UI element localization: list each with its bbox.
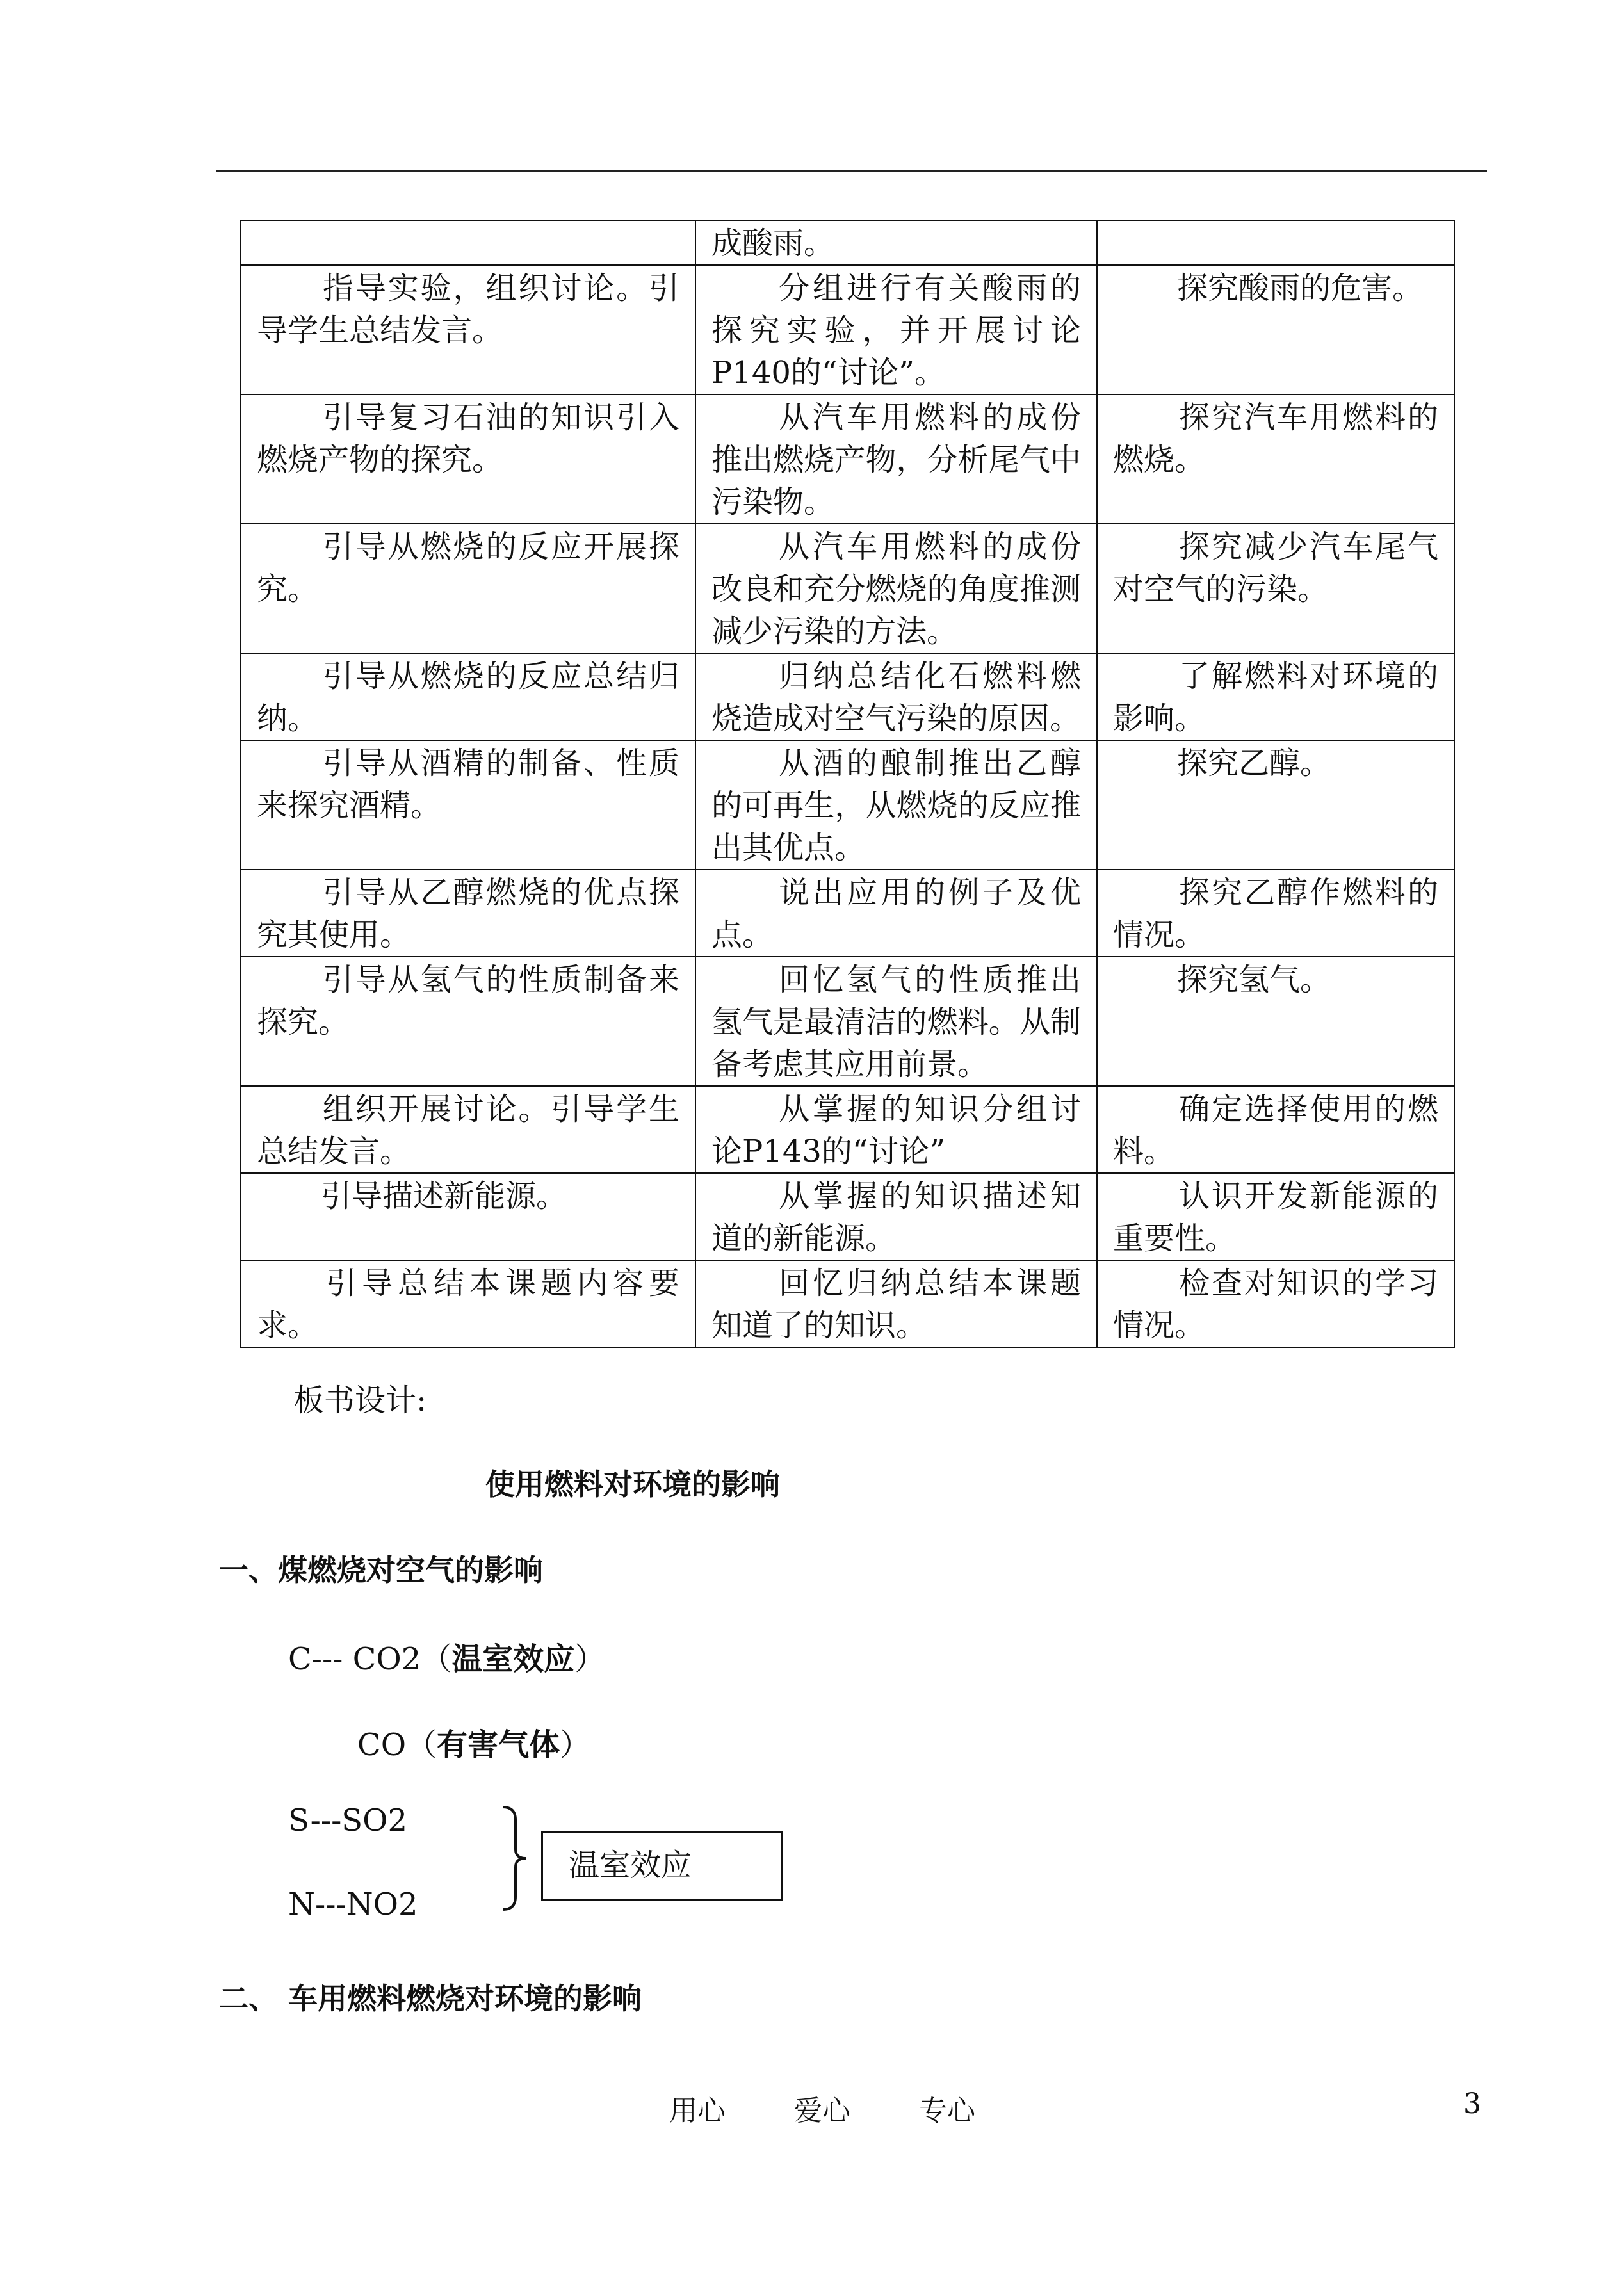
- table-cell-text: 从掌握的知识描述知道的新能源。: [711, 1178, 1081, 1256]
- table-cell-text: 引导从酒精的制备、性质来探究酒精。: [257, 745, 679, 823]
- table-row: [241, 653, 1454, 740]
- table-cell-6-0: [241, 870, 695, 957]
- table-cell-5-0: [241, 740, 695, 870]
- table-cell-text: 检查对知识的学习情况。: [1113, 1265, 1438, 1343]
- table-cell-10-2: [1097, 1260, 1454, 1347]
- table-row: [241, 957, 1454, 1086]
- table-cell-text: 探究乙醇。: [1177, 745, 1331, 781]
- table-cell-text: 引导从乙醇燃烧的优点探究其使用。: [257, 875, 679, 953]
- table-cell-text: 了解燃料对环境的影响。: [1113, 658, 1438, 736]
- right-brace: [496, 1804, 535, 1912]
- table-cell-7-2: [1097, 957, 1454, 1086]
- section-heading-1: 一、煤燃烧对空气的影响: [219, 1553, 543, 1587]
- table-cell-text: 探究乙醇作燃料的情况。: [1113, 875, 1438, 953]
- table-cell-text: 组织开展讨论。引导学生总结发言。: [257, 1091, 679, 1169]
- table-cell-0-2: [1097, 220, 1454, 265]
- table-cell-text: 回忆归纳总结本课题知道了的知识。: [711, 1265, 1081, 1343]
- formula-sulfur: S---SO2: [288, 1803, 408, 1838]
- footer-word-1: 用心: [669, 2095, 726, 2127]
- table-cell-text: 归纳总结化石燃料燃烧造成对空气污染的原因。: [711, 658, 1081, 736]
- header-rule: [216, 170, 1487, 172]
- board-design-label: 板书设计:: [293, 1383, 427, 1418]
- table-cell-9-2: [1097, 1173, 1454, 1260]
- table-cell-text: 认识开发新能源的重要性。: [1113, 1178, 1438, 1256]
- table-cell-3-1: [695, 524, 1097, 653]
- lesson-table: [240, 220, 1455, 1348]
- table-cell-text: 引导从燃烧的反应开展探究。: [257, 529, 679, 607]
- table-cell-6-2: [1097, 870, 1454, 957]
- table-cell-text: 引导描述新能源。: [321, 1178, 567, 1214]
- table-cell-text: 从掌握的知识分组讨论P143的“讨论”: [711, 1091, 1081, 1169]
- table-cell-1-0: [241, 265, 695, 394]
- table-cell-text: 引导总结本课题内容要求。: [257, 1265, 679, 1343]
- table-row: [241, 1086, 1454, 1173]
- table-row: [241, 524, 1454, 653]
- formula-co: CO（有害气体）: [357, 1727, 591, 1763]
- table-row: [241, 1173, 1454, 1260]
- table-cell-4-0: [241, 653, 695, 740]
- table-row: [241, 265, 1454, 394]
- table-cell-2-0: [241, 394, 695, 524]
- table-cell-text: 分组进行有关酸雨的探究实验，并开展讨论P140的“讨论”。: [711, 270, 1081, 391]
- table-cell-8-0: [241, 1086, 695, 1173]
- table-cell-1-1: [695, 265, 1097, 394]
- table-cell-text: 回忆氢气的性质推出氢气是最清洁的燃料。从制备考虑其应用前景。: [711, 962, 1081, 1082]
- table-row: [241, 870, 1454, 957]
- table-cell-text: 引导复习石油的知识引入燃烧产物的探究。: [257, 400, 679, 478]
- table-cell-1-2: [1097, 265, 1454, 394]
- table-cell-6-1: [695, 870, 1097, 957]
- table-cell-text: 从汽车用燃料的成份改良和充分燃烧的角度推测减少污染的方法。: [711, 529, 1081, 649]
- table-cell-9-0: [241, 1173, 695, 1260]
- table-cell-8-2: [1097, 1086, 1454, 1173]
- table-cell-2-2: [1097, 394, 1454, 524]
- table-cell-2-1: [695, 394, 1097, 524]
- table-cell-text: 探究减少汽车尾气对空气的污染。: [1113, 529, 1438, 607]
- table-cell-3-0: [241, 524, 695, 653]
- table-cell-10-1: [695, 1260, 1097, 1347]
- table-cell-text: 探究汽车用燃料的燃烧。: [1113, 400, 1438, 478]
- table-cell-text: 从汽车用燃料的成份推出燃烧产物，分析尾气中污染物。: [711, 400, 1081, 520]
- table-cell-text: 探究氢气。: [1177, 962, 1331, 998]
- table-cell-5-2: [1097, 740, 1454, 870]
- table-cell-7-0: [241, 957, 695, 1086]
- table-cell-4-1: [695, 653, 1097, 740]
- table-cell-7-1: [695, 957, 1097, 1086]
- table-cell-text: 成酸雨。: [711, 225, 835, 261]
- table-cell-5-1: [695, 740, 1097, 870]
- table-cell-text: 引导从氢气的性质制备来探究。: [257, 962, 679, 1040]
- table-cell-8-1: [695, 1086, 1097, 1173]
- formula-carbon: C--- CO2（温室效应）: [288, 1641, 606, 1677]
- table-cell-text: 探究酸雨的危害。: [1177, 270, 1424, 306]
- table-cell-text: 说出应用的例子及优点。: [711, 875, 1081, 953]
- board-title: 使用燃料对环境的影响: [485, 1467, 780, 1502]
- table-row: [241, 1260, 1454, 1347]
- section-heading-2: 二、 车用燃料燃烧对环境的影响: [219, 1981, 642, 2016]
- table-cell-text: 引导从燃烧的反应总结归纳。: [257, 658, 679, 736]
- table-row: [241, 394, 1454, 524]
- table-cell-0-0: [241, 220, 695, 265]
- table-row: [241, 740, 1454, 870]
- table-cell-text: 从酒的酿制推出乙醇的可再生，从燃烧的反应推出其优点。: [711, 745, 1081, 866]
- table-cell-3-2: [1097, 524, 1454, 653]
- page-number: 3: [1463, 2088, 1481, 2120]
- table-row: [241, 220, 1454, 265]
- formula-nitrogen: N---NO2: [288, 1886, 418, 1922]
- table-cell-0-1: [695, 220, 1097, 265]
- table-cell-text: 确定选择使用的燃料。: [1113, 1091, 1438, 1169]
- boxed-label: 温室效应: [541, 1831, 783, 1901]
- table-cell-9-1: [695, 1173, 1097, 1260]
- table-cell-text: 指导实验，组织讨论。引导学生总结发言。: [257, 270, 679, 348]
- footer-word-2: 爱心: [794, 2095, 850, 2127]
- footer-word-3: 专心: [919, 2095, 975, 2127]
- table-cell-4-2: [1097, 653, 1454, 740]
- table-cell-10-0: [241, 1260, 695, 1347]
